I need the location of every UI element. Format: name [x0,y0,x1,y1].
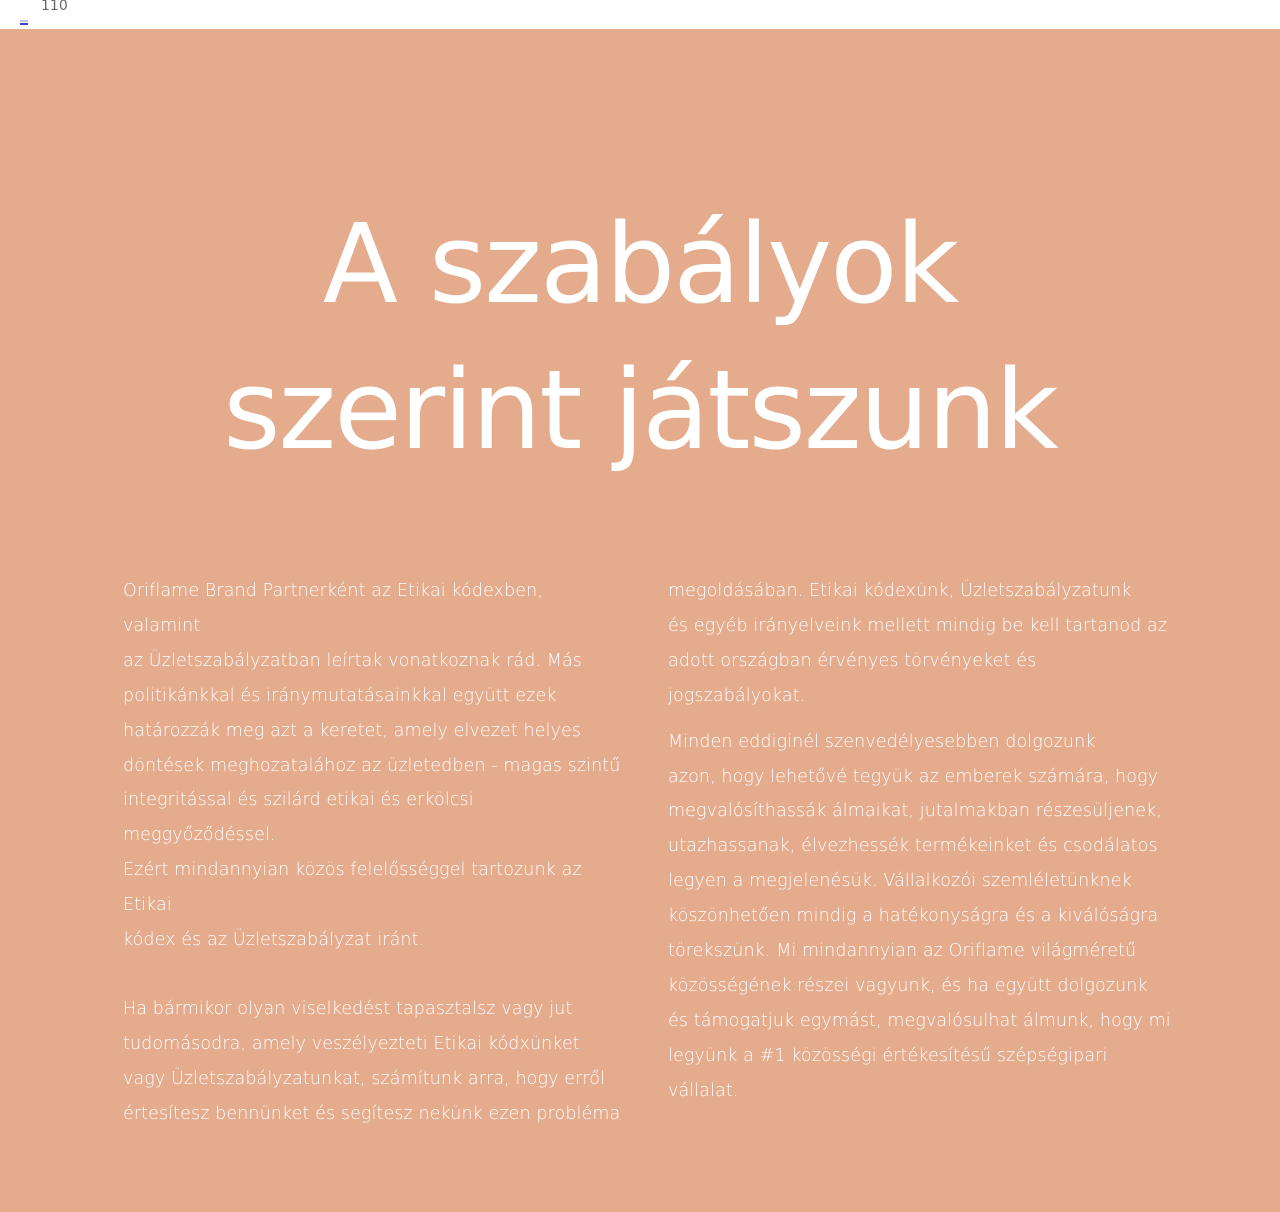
text-line: Ha bármikor olyan viselkedést tapasztalsz vagy jut [123,998,573,1019]
text-line: döntések meghozatalához az üzletedben - magas szintű [123,755,621,776]
text-line: tudomásodra, amely veszélyezteti Etikai kódxünket [123,1033,580,1054]
text-line: politikánkkal és iránymutatásainkkal együtt ezek [123,685,557,706]
text-line: közösségének részei vagyunk, és ha együtt dolgozunk [668,975,1148,996]
text-line: megvalósíthassák álmaikat, jutalmakban részesüljenek, [668,801,1163,822]
text-line: Oriflame Brand Partnerként az Etikai kódexben, valamint [123,581,543,636]
title-line-2: szerint játszunk [223,346,1057,474]
text-line: azon, hogy lehetővé tegyük az emberek számára, hogy [668,766,1159,787]
text-line: és egyéb irányelveink mellett mindig be kell tartanod az [668,615,1168,636]
title-line-1: A szabályok [322,200,958,328]
text-line: legyünk a #1 közösségi értékesítésű szépségipari vállalat. [668,1045,1108,1101]
text-line: adott országban érvényes törvényeket és jogszabályokat. [668,650,1037,706]
text-line: integritással és szilárd etikai és erkölcsi meggyőződéssel. [123,790,474,846]
text-line: az Üzletszabályzatban leírtak vonatkoznak rád. Más [123,650,583,671]
right-paragraph-1 [668,574,1178,714]
text-line: Minden eddiginél szenvedélyesebben dolgozunk [668,731,1096,752]
text-line: utazhassanak, élvezhessék termékeinket és csodálatos [668,836,1158,857]
text-line: Ezért mindannyian közös felelősséggel tartozunk az Etikai [123,860,582,916]
page-number: 110 [41,0,68,14]
text-line: határozzák meg azt a keretet, amely elvezet helyes [123,720,582,741]
text-line: kódex és az Üzletszabályzat iránt. [123,930,425,951]
left-paragraph-1 [123,574,623,958]
text-line: és támogatjuk egymást, megvalósulhat álmunk, hogy mi [668,1010,1171,1031]
text-line: megoldásában. Etikai kódexünk, Üzletszabályzatunk [668,581,1132,601]
page-header [0,0,1280,29]
right-column [668,574,1178,1109]
content-panel [0,29,1280,1212]
left-column [123,574,623,1132]
text-line: köszönhetően mindig a hatékonyságra és a kiválóságra [668,906,1159,927]
text-line: vagy Üzletszabályzatunkat, számítunk arra, hogy erről [123,1068,606,1089]
left-paragraph-2 [123,992,623,1132]
text-line: legyen a megjelenésük. Vállalkozói szemléletünknek [668,871,1132,892]
text-line: értesítesz bennünket és segítesz nekünk ezen probléma [123,1103,621,1124]
hungarian-flag-icon [20,20,28,27]
page-title [0,191,1280,483]
right-paragraph-2 [668,725,1178,1109]
text-line: törekszünk. Mi mindannyian az Oriflame világméretű [668,941,1137,962]
